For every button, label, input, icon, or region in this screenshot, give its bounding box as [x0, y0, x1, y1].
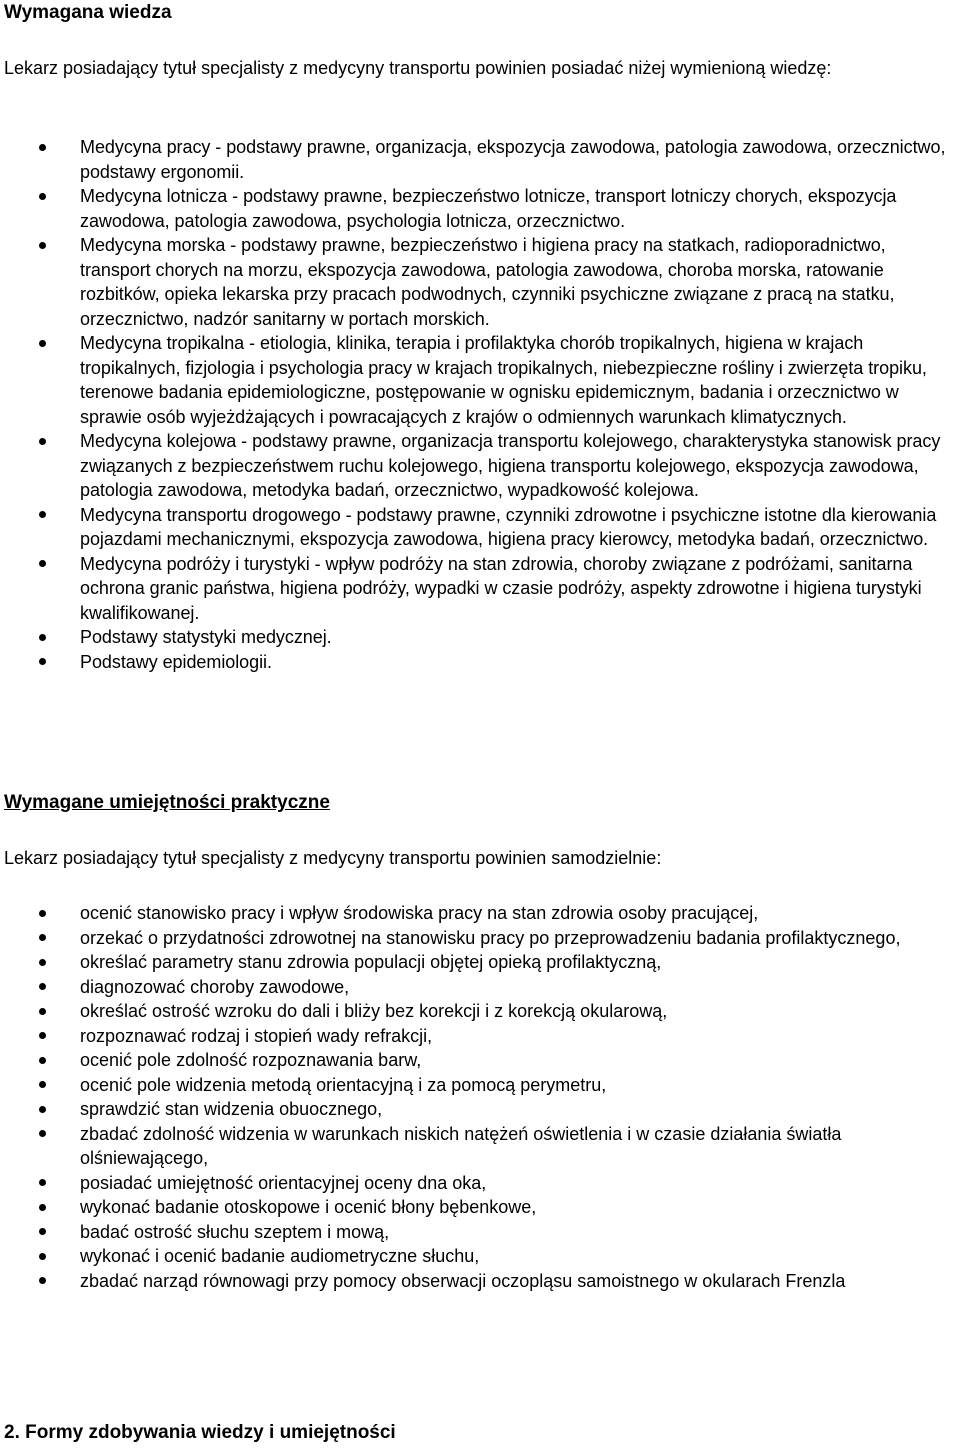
list-item: wykonać i ocenić badanie audiometryczne słuchu, [0, 1244, 960, 1269]
bullet-icon [39, 144, 46, 151]
bullet-icon [39, 511, 46, 518]
list-item: rozpoznawać rodzaj i stopień wady refrakcji, [0, 1024, 960, 1049]
list-item: posiadać umiejętność orientacyjnej oceny dna oka, [0, 1171, 960, 1196]
bullet-icon [39, 340, 46, 347]
list-item: Medycyna tropikalna - etiologia, klinika, terapia i profilaktyka chorób tropikalnych, higiena w krajach tropikalnych, fizjologia i psychologia pracy w krajach tropikalnych, niebezpieczne rośliny i zwierzęta tropiku, terenowe badania epidemiologiczne, postępowanie w ognisku epidemicznym, badania i orzecznictwo w sprawie osób wyjeżdżających i powracających z krajów o odmiennych warunkach klimatycznych. [0, 331, 960, 429]
list-item: wykonać badanie otoskopowe i ocenić błony bębenkowe, [0, 1195, 960, 1220]
section-heading-forms: 2. Formy zdobywania wiedzy i umiejętności [4, 1422, 396, 1443]
bullet-icon [39, 1032, 46, 1039]
bullet-icon [39, 1253, 46, 1260]
section-intro-skills: Lekarz posiadający tytuł specjalisty z medycyny transportu powinien samodzielnie: [4, 848, 662, 868]
bullet-icon [39, 1277, 46, 1284]
list-item: Medycyna podróży i turystyki - wpływ podróży na stan zdrowia, choroby związane z podróżami, sanitarna ochrona granic państwa, higiena podróży, wypadki w czasie podróży, aspekty zdrowotne i higiena turystyki kwalifikowanej. [0, 552, 960, 626]
list-item: ocenić pole zdolność rozpoznawania barw, [0, 1048, 960, 1073]
bullet-icon [39, 1228, 46, 1235]
bullet-icon [39, 634, 46, 641]
list-item: zbadać zdolność widzenia w warunkach niskich natężeń oświetlenia i w czasie działania światła olśniewającego, [0, 1122, 960, 1171]
bullet-icon [39, 1130, 46, 1137]
list-item: Podstawy epidemiologii. [0, 650, 960, 675]
bullet-icon [39, 910, 46, 917]
bullet-icon [39, 934, 46, 941]
list-item: Medycyna morska - podstawy prawne, bezpieczeństwo i higiena pracy na statkach, radioporadnictwo, transport chorych na morzu, ekspozycja zawodowa, patologia zawodowa, choroba morska, ratowanie rozbitków, opieka lekarska przy pracach podwodnych, czynniki psychiczne związane z pracą na statku, orzecznictwo, nadzór sanitarny w portach morskich. [0, 233, 960, 331]
bullet-icon [39, 242, 46, 249]
bullet-icon [39, 560, 46, 567]
list-item: badać ostrość słuchu szeptem i mową, [0, 1220, 960, 1245]
list-item: Medycyna transportu drogowego - podstawy prawne, czynniki zdrowotne i psychiczne istotne dla kierowania pojazdami mechanicznymi, ekspozycja zawodowa, higiena pracy kierowcy, metodyka badań, orzecznictwo. [0, 503, 960, 552]
bullet-icon [39, 658, 46, 665]
bullet-icon [39, 983, 46, 990]
list-item: zbadać narząd równowagi przy pomocy obserwacji oczopląsu samoistnego w okularach Frenzla [0, 1269, 960, 1294]
bullet-icon [39, 1057, 46, 1064]
bullet-icon [39, 1179, 46, 1186]
bullet-icon [39, 1008, 46, 1015]
skills-list [0, 901, 960, 1293]
bullet-icon [39, 959, 46, 966]
bullet-icon [39, 1081, 46, 1088]
bullet-icon [39, 193, 46, 200]
knowledge-list [0, 135, 960, 674]
bullet-icon [39, 1106, 46, 1113]
list-item: ocenić stanowisko pracy i wpływ środowiska pracy na stan zdrowia osoby pracującej, [0, 901, 960, 926]
section-heading-skills: Wymagane umiejętności praktyczne [4, 792, 330, 813]
section-intro-knowledge: Lekarz posiadający tytuł specjalisty z medycyny transportu powinien posiadać niżej wymienioną wiedzę: [4, 58, 832, 78]
bullet-icon [39, 1204, 46, 1211]
list-item: Medycyna kolejowa - podstawy prawne, organizacja transportu kolejowego, charakterystyka stanowisk pracy związanych z bezpieczeństwem ruchu kolejowego, higiena transportu kolejowego, ekspozycja zawodowa, patologia zawodowa, metodyka badań, orzecznictwo, wypadkowość kolejowa. [0, 429, 960, 503]
bullet-icon [39, 438, 46, 445]
list-item: orzekać o przydatności zdrowotnej na stanowisku pracy po przeprowadzeniu badania profilaktycznego, [0, 926, 960, 951]
list-item: określać ostrość wzroku do dali i bliży bez korekcji i z korekcją okularową, [0, 999, 960, 1024]
list-item: ocenić pole widzenia metodą orientacyjną i za pomocą perymetru, [0, 1073, 960, 1098]
list-item: Medycyna pracy - podstawy prawne, organizacja, ekspozycja zawodowa, patologia zawodowa, orzecznictwo, podstawy ergonomii. [0, 135, 960, 184]
list-item: Medycyna lotnicza - podstawy prawne, bezpieczeństwo lotnicze, transport lotniczy chorych, ekspozycja zawodowa, patologia zawodowa, psychologia lotnicza, orzecznictwo. [0, 184, 960, 233]
list-item: diagnozować choroby zawodowe, [0, 975, 960, 1000]
list-item: Podstawy statystyki medycznej. [0, 625, 960, 650]
list-item: określać parametry stanu zdrowia populacji objętej opieką profilaktyczną, [0, 950, 960, 975]
section-heading-knowledge: Wymagana wiedza [4, 2, 172, 23]
list-item: sprawdzić stan widzenia obuocznego, [0, 1097, 960, 1122]
